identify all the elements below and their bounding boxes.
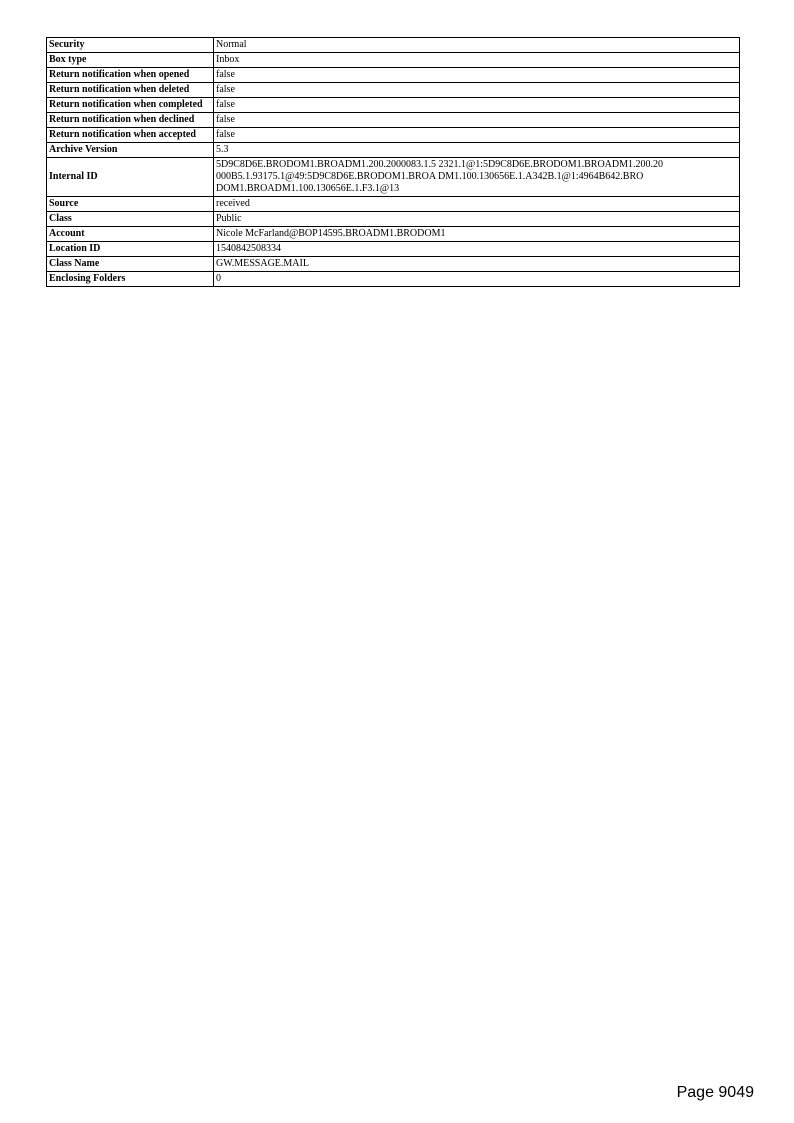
property-value: false [214, 83, 740, 98]
property-label: Class [47, 212, 214, 227]
table-row [47, 128, 740, 143]
property-value: false [214, 98, 740, 113]
property-label: Class Name [47, 257, 214, 272]
property-label: Return notification when declined [47, 113, 214, 128]
property-value: false [214, 68, 740, 83]
property-label: Enclosing Folders [47, 272, 214, 287]
property-value: Nicole McFarland@BOP14595.BROADM1.BRODOM1 [214, 227, 740, 242]
property-value: false [214, 113, 740, 128]
table-row [47, 257, 740, 272]
table-row [47, 242, 740, 257]
table-row [47, 98, 740, 113]
property-value: false [214, 128, 740, 143]
table-row [47, 143, 740, 158]
property-value: GW.MESSAGE.MAIL [214, 257, 740, 272]
property-value: received [214, 197, 740, 212]
property-value: Normal [214, 38, 740, 53]
property-value: 5.3 [214, 143, 740, 158]
property-label: Source [47, 197, 214, 212]
table-row [47, 53, 740, 68]
property-label: Location ID [47, 242, 214, 257]
property-label: Archive Version [47, 143, 214, 158]
page-number: Page 9049 [676, 1084, 754, 1101]
table-row [47, 38, 740, 53]
property-label: Box type [47, 53, 214, 68]
table-row [47, 158, 740, 197]
table-row [47, 197, 740, 212]
table-row [47, 83, 740, 98]
property-label: Return notification when accepted [47, 128, 214, 143]
table-row [47, 212, 740, 227]
table-row [47, 68, 740, 83]
message-properties-table [46, 37, 740, 287]
property-label: Account [47, 227, 214, 242]
property-value: 1540842508334 [214, 242, 740, 257]
property-label: Internal ID [47, 158, 214, 197]
property-label: Security [47, 38, 214, 53]
property-value: Public [214, 212, 740, 227]
property-label: Return notification when completed [47, 98, 214, 113]
table-row [47, 272, 740, 287]
property-value: 0 [214, 272, 740, 287]
property-label: Return notification when deleted [47, 83, 214, 98]
property-value: 5D9C8D6E.BRODOM1.BROADM1.200.2000083.1.5 2321.1@1:5D9C8D6E.BRODOM1.BROADM1.200.20 000B5.1.93175.1@49:5D9C8D6E.BRODOM1.BROA DM1.100.130656E.1.A342B.1@1:4964B642.BRO DOM1.BROADM1.100.130656E.1.F3.1@13 [214, 158, 740, 197]
table-row [47, 227, 740, 242]
property-label: Return notification when opened [47, 68, 214, 83]
property-value: Inbox [214, 53, 740, 68]
table-row [47, 113, 740, 128]
